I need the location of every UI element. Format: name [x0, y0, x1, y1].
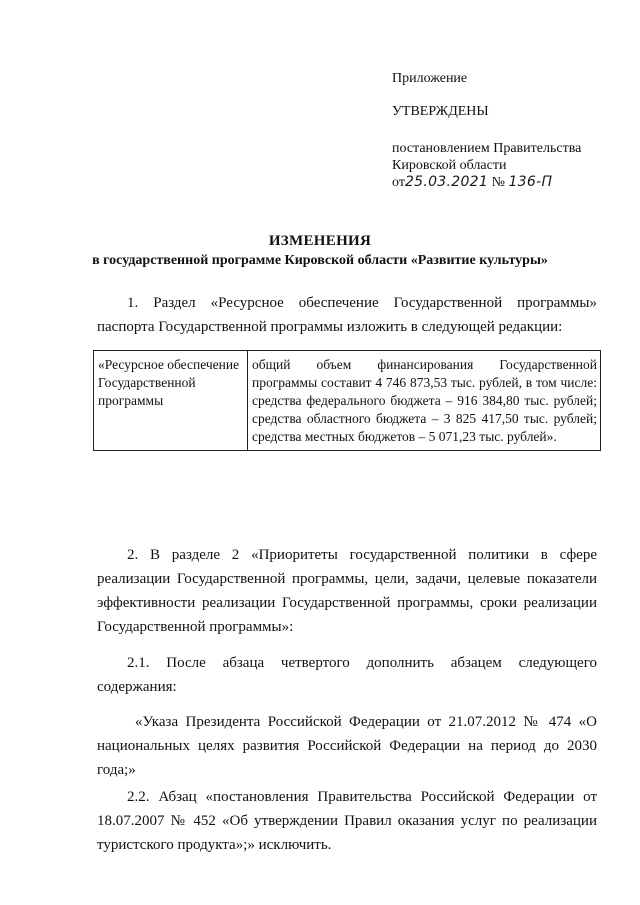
table-right-cell: [248, 351, 601, 451]
funding-total-line: общий объем финансирования Государственной программы составит 4 746 873,53 тыс. рублей, в том числе:: [252, 357, 597, 390]
item-2-1-quote: «Указа Президента Российской Федерации от 21.07.2012 № 474 «О национальных целях развития Российской Федерации на период до 2030 года;»: [97, 714, 597, 778]
item-1-paragraph: 1. Раздел «Ресурсное обеспечение Государственной программы» паспорта Государственной программы изложить в следующей редакции:: [97, 295, 597, 335]
resource-table: [93, 350, 601, 451]
decree-line-1: постановлением Правительства: [392, 141, 582, 156]
appendix-label: Приложение: [392, 71, 468, 86]
title-subheading: в государственной программе Кировской области «Развитие культуры»: [92, 253, 548, 268]
table-left-cell: «Ресурсное обеспечение Государственной программы: [94, 351, 248, 451]
decree-line-2: Кировской области: [392, 158, 507, 173]
approval-block: [392, 70, 622, 191]
table-row: [94, 351, 601, 451]
date-number-line: [392, 174, 622, 191]
funding-local-line: средства местных бюджетов – 5 071,23 тыс. рублей».: [252, 429, 557, 444]
document-title: [0, 232, 640, 270]
title-heading: ИЗМЕНЕНИЯ: [268, 233, 372, 249]
handwritten-date: 25.03.2021: [404, 174, 489, 190]
item-2-paragraph: 2. В разделе 2 «Приоритеты государственной политики в сфере реализации Государственной программы, цели, задачи, целевые показатели эффективности реализации Государственной программы, сроки реализации Государственной программы»:: [97, 547, 597, 635]
from-prefix: от: [392, 175, 405, 190]
item-2-2-paragraph: 2.2. Абзац «постановления Правительства Российской Федерации от 18.07.2007 № 452 «Об утверждении Правил оказания услуг по реализации туристского продукта»;» исключить.: [97, 789, 597, 853]
funding-regional-line: средства областного бюджета – 3 825 417,50 тыс. рублей;: [252, 411, 597, 426]
number-prefix: №: [491, 175, 505, 190]
item-2-1-paragraph: 2.1. После абзаца четвертого дополнить абзацем следующего содержания:: [97, 655, 597, 695]
handwritten-number: 136-П: [508, 174, 553, 190]
approved-label: УТВЕРЖДЕНЫ: [392, 104, 489, 119]
funding-federal-line: средства федерального бюджета – 916 384,80 тыс. рублей;: [252, 393, 597, 408]
